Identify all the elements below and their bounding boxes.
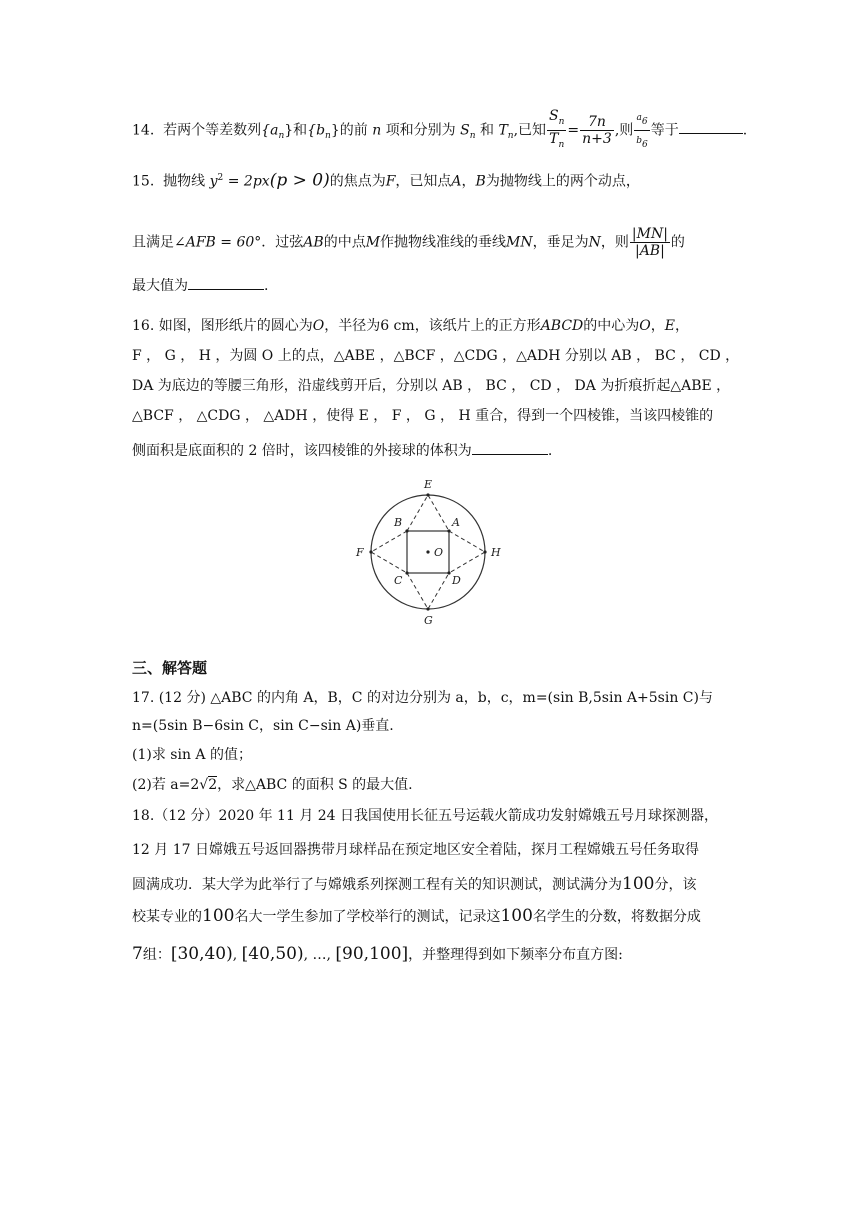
section-heading: 三、解答题 xyxy=(132,659,208,677)
fraction-7n-over-n-plus-3: $\frac{7n}{n+3}$ xyxy=(582,113,612,147)
circle-square-figure xyxy=(350,474,510,634)
point-o xyxy=(426,550,429,553)
label-b: B xyxy=(394,516,403,529)
point-a xyxy=(447,529,450,532)
sqrt-symbol: √ xyxy=(199,777,209,793)
fraction-a6-over-b6: $\frac{a_6}{b_6}$ xyxy=(634,108,650,153)
answer-blank-14[interactable] xyxy=(679,133,743,134)
point-e xyxy=(426,493,429,496)
question-16-line-5: 侧面积是底面积的 2 倍时，该四棱锥的外接球的体积为 . xyxy=(132,443,553,459)
label-c: C xyxy=(394,574,403,587)
label-a: A xyxy=(452,516,460,529)
question-18-line-1: 18.（12 分）2020 年 11 月 24 日我国使用长征五号运载火箭成功发射嫦娥五号月球探测器， xyxy=(132,808,719,824)
question-17-line-2: n=(5sin B−6sin C，sin C−sin A)垂直. xyxy=(132,718,394,734)
fraction-mn-over-ab: $\frac{|MN|}{|AB|}$ xyxy=(631,226,668,259)
question-15-line-3: 最大值为 . xyxy=(132,278,269,294)
question-16-line-4: △BCF ， △CDG ， △ADH ，使得 E ， F ， G ， H 重合，得到一个四棱锥，当该四棱锥的 xyxy=(132,408,714,424)
question-17-line-1: 17. (12 分) △ABC 的内角 A，B，C 的对边分别为 a，b，c，m=(sin B,5sin A+5sin C)与 xyxy=(132,690,713,706)
question-16-line-2: F ， G ， H ，为圆 O 上的点，△ABE ，△BCF ，△CDG ，△ADH 分别以 AB ， BC ， CD ， xyxy=(132,348,740,364)
question-18-line-2: 12 月 17 日嫦娥五号返回器携带月球样品在预定地区安全着陆，探月工程嫦娥五号任务取得 xyxy=(132,842,699,858)
question-18-line-4: 校某专业的100名大一学生参加了学校举行的测试，记录这100名学生的分数，将数据分成 xyxy=(132,906,701,926)
question-15-line-1: 15. 抛物线 $y^2 = 2px(p > 0)$的焦点为F，已知点A，B为抛物线上的两个动点， xyxy=(132,170,640,191)
fraction-s-over-t: $\frac{S_n}{T_n}$ xyxy=(549,108,565,150)
question-16-line-3: DA 为底边的等腰三角形，沿虚线剪开后，分别以 AB ， BC ， CD ， DA 为折痕折起△ABE ， xyxy=(132,378,731,394)
question-18-line-5: 7组：[30,40), [40,50), …, [90,100]，并整理得到如下频率分布直方图: xyxy=(132,944,623,964)
label-h: H xyxy=(491,546,501,559)
point-f xyxy=(369,550,372,553)
label-e: E xyxy=(424,478,433,491)
point-b xyxy=(405,529,408,532)
question-17-line-4: (2)若 a=2√2，求△ABC 的面积 S 的最大值. xyxy=(132,777,413,793)
answer-blank-16[interactable] xyxy=(472,454,548,455)
point-c xyxy=(405,571,408,574)
label-d: D xyxy=(452,574,461,587)
question-14: 14. 若两个等差数列$\{a_n\}$和$\{b_n\}$的前 n 项和分别为 $S_n$ 和 $T_n$,已知 $\frac{S_n}{T_n}$ = $\frac{7n}{n+3}$ ,则 $\frac{a_6}{b_6}$ 等于 . xyxy=(132,108,747,153)
point-g xyxy=(426,607,429,610)
label-o: O xyxy=(434,546,444,559)
question-18-line-3: 圆满成功．某大学为此举行了与嫦娥系列探测工程有关的知识测试，测试满分为100分，该 xyxy=(132,874,697,894)
question-17-line-3: (1)求 sin A 的值； xyxy=(132,747,252,763)
question-16-line-1: 16. 如图，图形纸片的圆心为O，半径为6 cm，该纸片上的正方形ABCD的中心为O，E， xyxy=(132,318,690,334)
q14-number: 14. xyxy=(132,122,155,139)
answer-blank-15[interactable] xyxy=(188,289,264,290)
label-f: F xyxy=(356,546,364,559)
point-d xyxy=(447,571,450,574)
point-h xyxy=(483,550,486,553)
question-15-line-2: 且满足∠AFB = 60°．过弦AB的中点M作抛物线准线的垂线MN，垂足为N，则 $\frac{|MN|}{|AB|}$ 的 xyxy=(132,226,685,259)
label-g: G xyxy=(424,614,433,627)
